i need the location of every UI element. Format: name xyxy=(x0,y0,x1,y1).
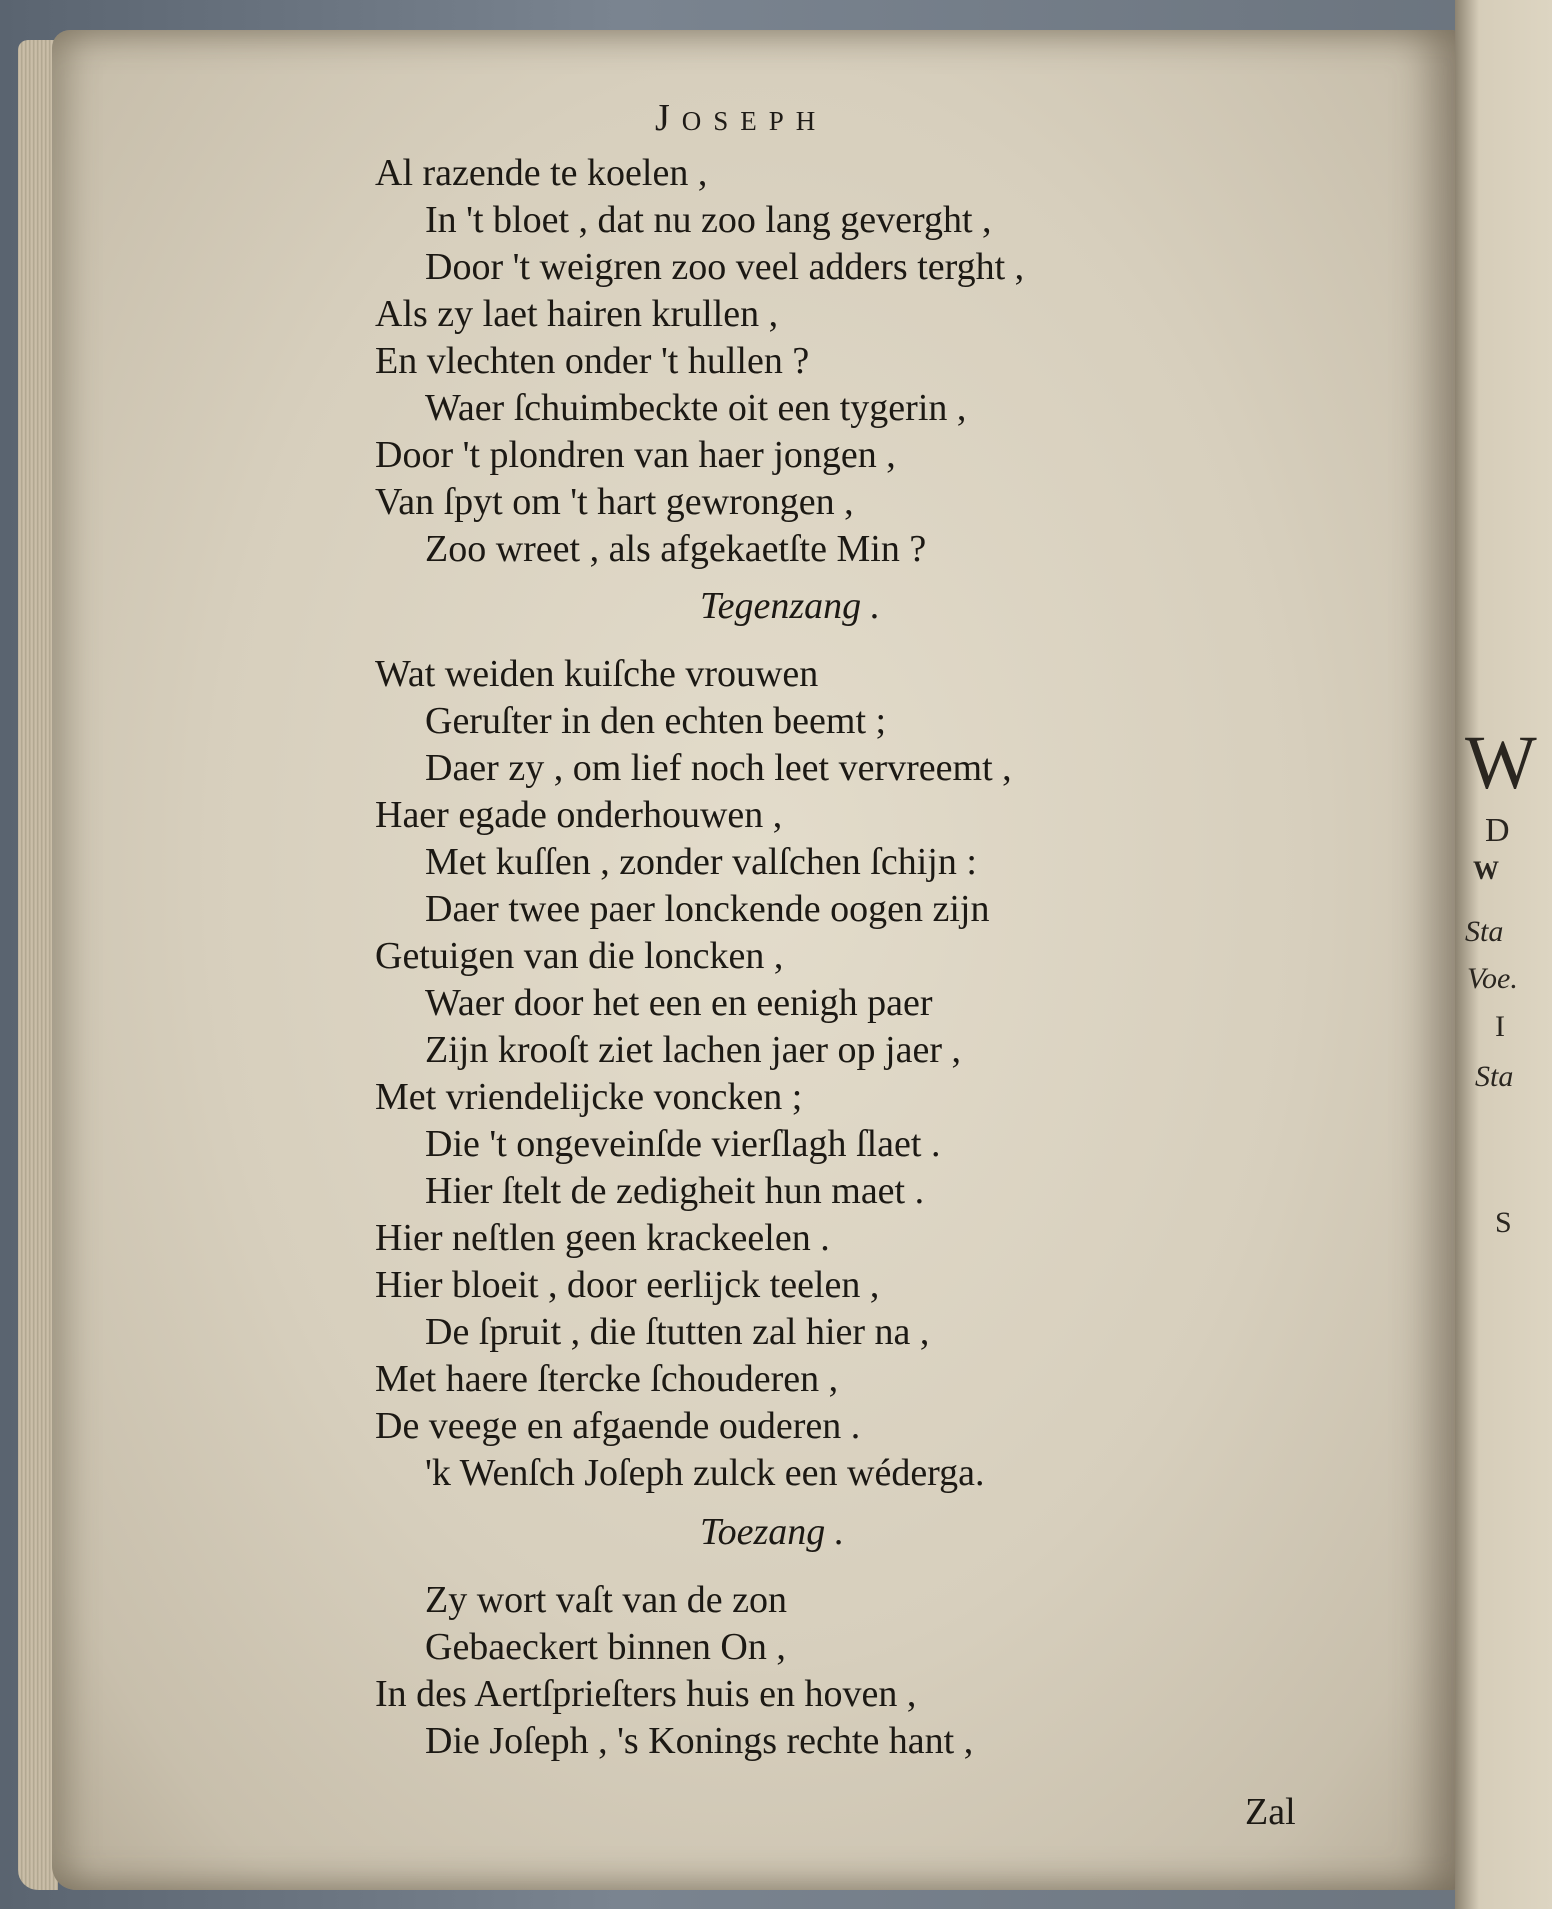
verse-line: Als zy laet hairen krullen , xyxy=(375,293,779,335)
verse-line: Getuigen van die loncken , xyxy=(375,935,784,977)
stanza-2 xyxy=(375,651,1375,1497)
verse-line: In 't bloet , dat nu zoo lang geverght , xyxy=(425,199,992,241)
verse-line: Hier ſtelt de zedigheit hun maet . xyxy=(425,1170,925,1212)
verse-line: Gebaeckert binnen On , xyxy=(425,1626,786,1668)
verse-line: Waer door het een en eenigh paer xyxy=(425,982,933,1024)
verse-line: Geruſter in den echten beemt ; xyxy=(425,700,887,742)
verse-line: Door 't plondren van haer jongen , xyxy=(375,434,896,476)
verse-line: Met haere ſtercke ſchouderen , xyxy=(375,1358,839,1400)
facing-fragment: Voe. xyxy=(1467,962,1518,995)
running-head: Joseph xyxy=(655,97,828,139)
verse-line: Die Joſeph , 's Konings rechte hant , xyxy=(425,1720,974,1762)
facing-fragment: Sta xyxy=(1465,915,1504,948)
verse-line: Zijn krooſt ziet lachen jaer op jaer , xyxy=(425,1029,961,1071)
verse-line: Waer ſchuimbeckte oit een tygerin , xyxy=(425,387,967,429)
facing-fragment: D xyxy=(1485,812,1510,849)
facing-fragment: S xyxy=(1495,1206,1512,1239)
stanza-1 xyxy=(375,150,1375,573)
verse-line: Haer egade onderhouwen , xyxy=(375,794,783,836)
facing-fragment: W xyxy=(1473,856,1499,885)
verse-line: Door 't weigren zoo veel adders terght , xyxy=(425,246,1025,288)
section-heading-toezang: Toezang . xyxy=(700,1511,845,1553)
verse-line: Zoo wreet , als afgekaetſte Min ? xyxy=(425,528,927,570)
verse-line: Met vriendelijcke voncken ; xyxy=(375,1076,803,1118)
facing-fragment: Sta xyxy=(1475,1060,1514,1093)
verse-line: Daer twee paer lonckende oogen zijn xyxy=(425,888,990,930)
verse-line: Wat weiden kuiſche vrouwen xyxy=(375,653,819,695)
verse-line: In des Aertſprieſters huis en hoven , xyxy=(375,1673,917,1715)
facing-fragment: I xyxy=(1495,1010,1505,1043)
verse-line: Hier bloeit , door eerlijck teelen , xyxy=(375,1264,880,1306)
facing-page xyxy=(1455,0,1552,1909)
verse-line: Daer zy , om lief noch leet vervreemt , xyxy=(425,747,1012,789)
verse-line: Zy wort vaſt van de zon xyxy=(425,1579,787,1621)
verse-line: De ſpruit , die ſtutten zal hier na , xyxy=(425,1311,930,1353)
verse-line: Van ſpyt om 't hart gewrongen , xyxy=(375,481,854,523)
verse-line: Die 't ongeveinſde vierſlagh ſlaet . xyxy=(425,1123,941,1165)
verse-line: Al razende te koelen , xyxy=(375,152,708,194)
verse-line: 'k Wenſch Joſeph zulck een wéderga. xyxy=(425,1452,985,1494)
verse-line: De veege en afgaende ouderen . xyxy=(375,1405,861,1447)
verse-text xyxy=(375,150,1375,1765)
stanza-3 xyxy=(375,1577,1375,1765)
verse-line: Hier neſtlen geen krackeelen . xyxy=(375,1217,830,1259)
section-heading-tegenzang: Tegenzang . xyxy=(700,585,881,627)
verse-line: En vlechten onder 't hullen ? xyxy=(375,340,810,382)
facing-fragment: W xyxy=(1465,721,1537,805)
catchword: Zal xyxy=(1245,1791,1296,1833)
verse-line: Met kuſſen , zonder valſchen ſchijn : xyxy=(425,841,977,883)
